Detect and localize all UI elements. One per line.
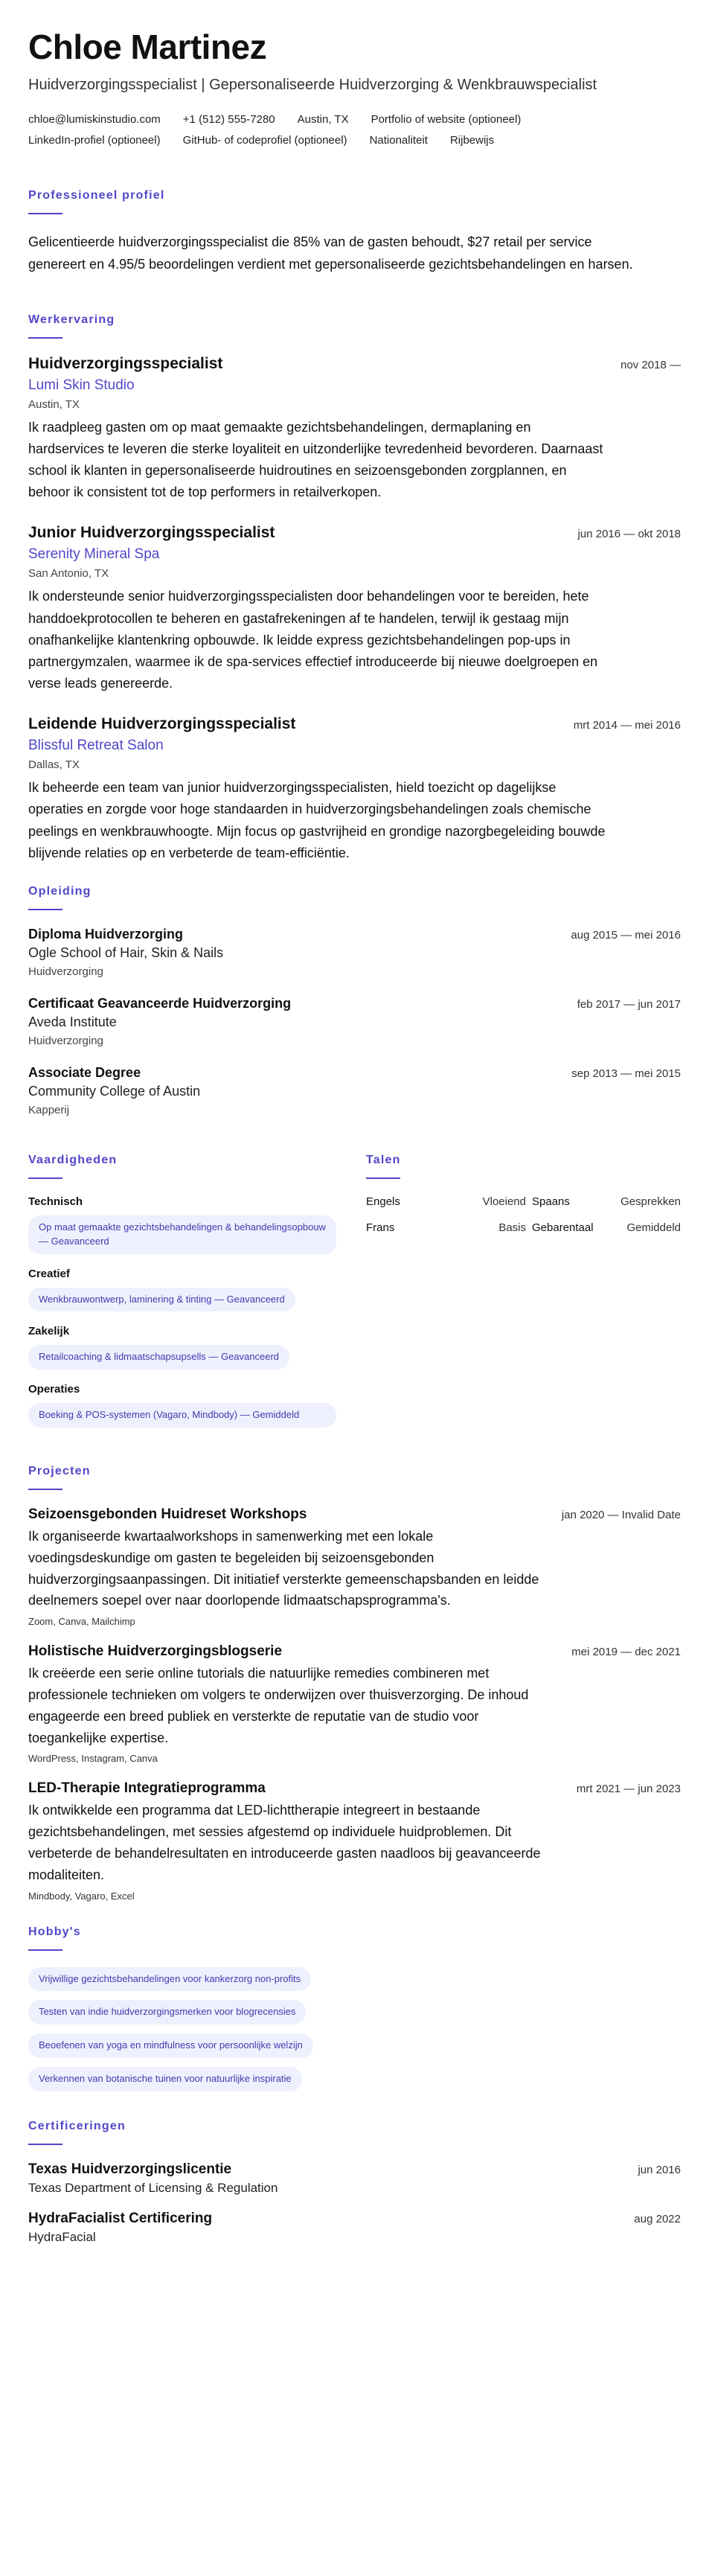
project-entry — [28, 1643, 681, 1764]
education-degree: Associate Degree — [28, 1064, 141, 1080]
skill-tag: Boeking & POS-systemen (Vagaro, Mindbody) — Gemiddeld — [28, 1403, 336, 1428]
hobby-tag: Beoefenen van yoga en mindfulness voor persoonlijke welzijn — [28, 2033, 313, 2058]
project-dates: jan 2020 — Invalid Date — [561, 1509, 681, 1522]
contact-row — [28, 109, 681, 131]
education-section — [28, 885, 681, 1116]
job-dates: jun 2016 — okt 2018 — [577, 528, 681, 541]
education-field: Huidverzorging — [28, 1034, 103, 1047]
project-title: Holistische Huidverzorgingsblogserie — [28, 1643, 283, 1660]
project-description: Ik ontwikkelde een programma dat LED-lichttherapie integreert in bestaande gezichtsbehandelingen, met sessies afgestemd op individuele huidproblemen. Dit verbeterde de behandelresultaten en introduceerde gasten naadloos bij geavanceerde modaliteiten. — [28, 1803, 541, 1882]
job-description: Ik raadpleeg gasten om op maat gemaakte gezichtsbehandelingen, dermaplaning en hardservices te leveren die sterke loyaliteit en uitzonderlijke tevredenheid bevorderen. Daarnaast school ik klanten in gepersonaliseerde huidroutines en seizoensgebonden zorgplannen, en behoor ik consistent tot de top performers in retailverkopen. — [28, 419, 603, 500]
contact-nationality: Nationaliteit — [369, 134, 428, 147]
certification-date: aug 2022 — [634, 2212, 681, 2225]
section-title: Hobby's — [28, 1925, 81, 1938]
skills-languages-row — [28, 1154, 681, 1441]
project-tools: Mindbody, Vagaro, Excel — [28, 1890, 135, 1902]
education-field: Huidverzorging — [28, 965, 103, 978]
section-divider — [366, 1177, 400, 1179]
projects-section — [28, 1465, 681, 1902]
section-divider — [28, 2144, 62, 2145]
language-level: Vloeiend — [482, 1195, 526, 1208]
contact-phone[interactable]: +1 (512) 555-7280 — [182, 112, 275, 126]
education-school: Ogle School of Hair, Skin & Nails — [28, 945, 224, 960]
contact-location: Austin, TX — [297, 112, 349, 126]
education-entry — [28, 927, 681, 978]
hobby-tag: Testen van indie huidverzorgingsmerken voor blogrecensies — [28, 2000, 306, 2024]
skill-group — [28, 1325, 336, 1370]
certification-entry — [28, 2161, 681, 2196]
job-location: Austin, TX — [28, 397, 80, 411]
project-dates: mei 2019 — dec 2021 — [571, 1646, 681, 1659]
project-tools: Zoom, Canva, Mailchimp — [28, 1616, 135, 1628]
project-entry — [28, 1780, 681, 1901]
skill-category: Creatief — [28, 1267, 70, 1280]
section-divider — [28, 1177, 62, 1179]
job-entry — [28, 524, 681, 694]
job-description: Ik ondersteunde senior huidverzorgingsspecialisten door behandelingen voor te bereiden, hete handdoekprotocollen te beheren en gastafrekeningen af te handelen, terwijl ik gestaag mijn onafhankelijke klantenkring opbouwde. Ik leidde express gezichtsbehandelingen pop-ups in partnergymzalen, waarmee ik de spa-services effectief introduceerde bij nieuwe doelgroepen en verse leads genereerde. — [28, 589, 598, 691]
section-title: Talen — [366, 1153, 401, 1166]
certification-date: jun 2016 — [638, 2163, 681, 2176]
language-row — [366, 1221, 681, 1234]
job-title: Leidende Huidverzorgingsspecialist — [28, 715, 296, 733]
section-divider — [28, 1949, 62, 1951]
education-degree: Diploma Huidverzorging — [28, 926, 184, 942]
certification-entry — [28, 2211, 681, 2245]
education-field: Kapperij — [28, 1103, 70, 1116]
profile-section — [28, 189, 681, 276]
resume-header — [28, 28, 681, 152]
contact-license: Rijbewijs — [449, 134, 495, 147]
skill-category: Zakelijk — [28, 1325, 70, 1338]
hobbies-section — [28, 1925, 681, 2091]
language-level: Gemiddeld — [626, 1221, 681, 1234]
job-title: Huidverzorgingsspecialist — [28, 354, 223, 372]
section-title: Projecten — [28, 1465, 91, 1478]
skills-section — [28, 1154, 336, 1441]
project-title: LED-Therapie Integratieprogramma — [28, 1780, 266, 1797]
languages-section — [366, 1154, 681, 1441]
project-tools: WordPress, Instagram, Canva — [28, 1753, 158, 1765]
education-dates: sep 2013 — mei 2015 — [571, 1067, 681, 1080]
job-company: Serenity Mineral Spa — [28, 546, 160, 563]
language-name: Spaans — [532, 1195, 570, 1208]
section-divider — [28, 213, 62, 214]
section-divider — [28, 337, 62, 339]
contact-linkedin[interactable]: LinkedIn-profiel (optioneel) — [28, 134, 161, 147]
profile-summary: Gelicentieerde huidverzorgingsspecialist die 85% van de gasten behoudt, $27 retail per service genereert en 4.95/5 beoordelingen verdient met gepersonaliseerde gezichtsbehandelingen en harsen. — [28, 234, 633, 272]
job-company: Lumi Skin Studio — [28, 377, 135, 393]
job-dates: nov 2018 — — [620, 358, 681, 371]
project-description: Ik organiseerde kwartaalworkshops in samenwerking met een lokale voedingsdeskundige om gasten te begeleiden bij seizoensgebonden huidverzorgingsaanpassingen. Dit initiatief versterkte gemeenschapsbanden en leidde deelnemers soepel over naar doorlopende lidmaatschapsprogramma's. — [28, 1529, 539, 1608]
job-entry — [28, 355, 681, 504]
contact-row-secondary — [28, 130, 681, 152]
education-dates: aug 2015 — mei 2016 — [571, 928, 681, 942]
skill-category: Operaties — [28, 1383, 80, 1396]
job-description: Ik beheerde een team van junior huidverzorgingsspecialisten, hield toezicht op dagelijkse operaties en zorgde voor hoge standaarden in huidverzorgingsbehandelingen zoals chemische peelings en wenkbrauwhoogte. Mijn focus op gastvrijheid en grondige nazorgbegeleiding bouwde blijvende relaties op en verbeterde de team-efficiëntie. — [28, 780, 606, 860]
section-title: Werkervaring — [28, 313, 115, 326]
project-description: Ik creëerde een serie online tutorials die natuurlijke remedies combineren met professionele technieken om volgers te onderwijzen over thuisverzorging. De inhoud engageerde een breed publiek en versterkte de reputatie van de studio voor toegankelijke expertise. — [28, 1666, 529, 1745]
candidate-headline: Huidverzorgingsspecialist | Gepersonaliseerde Huidverzorging & Wenkbrauwspecialist — [28, 76, 597, 93]
contact-portfolio[interactable]: Portfolio of website (optioneel) — [370, 112, 522, 126]
language-name: Frans — [366, 1221, 395, 1234]
education-entry — [28, 1065, 681, 1116]
certification-title: Texas Huidverzorgingslicentie — [28, 2161, 232, 2177]
language-name: Gebarentaal — [532, 1221, 594, 1234]
job-location: San Antonio, TX — [28, 567, 109, 581]
certification-issuer: HydraFacial — [28, 2229, 96, 2244]
job-entry — [28, 715, 681, 864]
certifications-section — [28, 2120, 681, 2245]
job-title: Junior Huidverzorgingsspecialist — [28, 524, 275, 542]
project-dates: mrt 2021 — jun 2023 — [576, 1783, 681, 1796]
hobby-tag: Verkennen van botanische tuinen voor natuurlijke inspiratie — [28, 2067, 302, 2091]
education-dates: feb 2017 — jun 2017 — [577, 997, 681, 1011]
certification-issuer: Texas Department of Licensing & Regulation — [28, 2180, 278, 2195]
certification-title: HydraFacialist Certificering — [28, 2210, 213, 2226]
skill-group — [28, 1195, 336, 1254]
project-title: Seizoensgebonden Huidreset Workshops — [28, 1506, 307, 1523]
project-entry — [28, 1506, 681, 1627]
job-company: Blissful Retreat Salon — [28, 738, 164, 754]
education-school: Aveda Institute — [28, 1014, 117, 1029]
education-entry — [28, 996, 681, 1047]
language-level: Gesprekken — [620, 1195, 681, 1208]
job-dates: mrt 2014 — mei 2016 — [573, 719, 681, 732]
section-divider — [28, 1489, 62, 1490]
education-degree: Certificaat Geavanceerde Huidverzorging — [28, 995, 292, 1011]
contact-email[interactable]: chloe@lumiskinstudio.com — [28, 112, 161, 126]
section-title: Professioneel profiel — [28, 188, 165, 202]
section-title: Opleiding — [28, 884, 92, 898]
skill-tag: Retailcoaching & lidmaatschapsupsells — Geavanceerd — [28, 1345, 289, 1370]
skill-tag: Op maat gemaakte gezichtsbehandelingen & behandelingsopbouw — Geavanceerd — [28, 1215, 336, 1254]
hobby-tag: Vrijwillige gezichtsbehandelingen voor kankerzorg non-profits — [28, 1967, 311, 1992]
language-name: Engels — [366, 1195, 400, 1208]
language-row — [366, 1195, 681, 1208]
section-title: Vaardigheden — [28, 1153, 118, 1166]
section-divider — [28, 909, 62, 910]
experience-section — [28, 313, 681, 864]
skill-category: Technisch — [28, 1195, 83, 1208]
language-level: Basis — [498, 1221, 526, 1234]
skill-group — [28, 1268, 336, 1312]
section-title: Certificeringen — [28, 2119, 126, 2132]
education-school: Community College of Austin — [28, 1083, 201, 1099]
candidate-name: Chloe Martinez — [28, 28, 267, 66]
skill-group — [28, 1383, 336, 1428]
job-location: Dallas, TX — [28, 758, 80, 772]
skill-tag: Wenkbrauwontwerp, laminering & tinting — Geavanceerd — [28, 1288, 295, 1312]
contact-github[interactable]: GitHub- of codeprofiel (optioneel) — [182, 134, 347, 147]
